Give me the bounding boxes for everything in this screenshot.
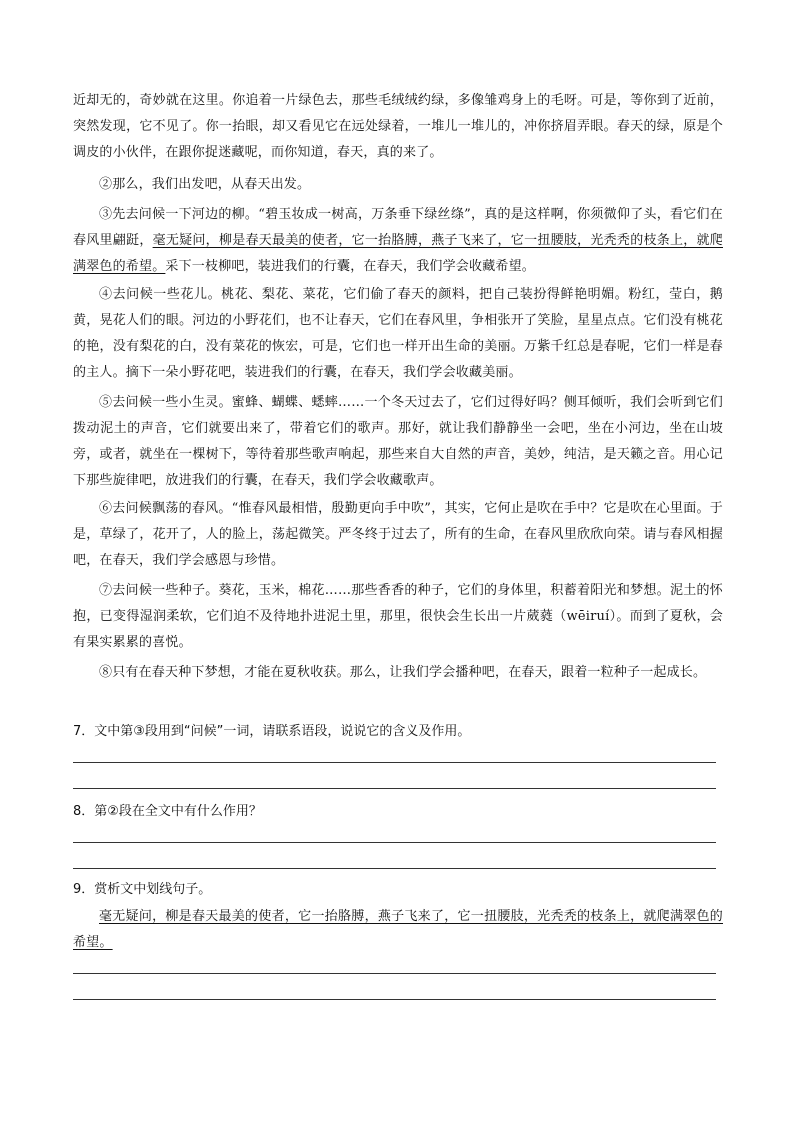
answer-line[interactable] — [73, 973, 716, 974]
paragraph-7: ⑦去问候一些种子。葵花，玉米，棉花……那些香香的种子，它们的身体里，积蓄着阳光和梦想。泥土的怀抱，已变得湿润柔软，它们迫不及待地扑进泥土里，那里，很快会生长出一片葳蕤（wēiruí）。而到了夏秋，会有果实累累的喜悦。 — [73, 583, 723, 650]
paragraph-3 — [73, 202, 723, 280]
answer-line[interactable] — [73, 788, 716, 789]
paragraph-3-before: ③先去问候一下河边的柳。“碧玉妆成一树高，万条垂下绿丝绦”，真的是这样啊，你须微仰了头，看它们在春风里翩跹， — [73, 207, 723, 248]
answer-line[interactable] — [73, 842, 716, 843]
underlined-sentence: 毫无疑问，柳是春天最美的使者，它一抬胳膊，燕子飞来了，它一扭腰肢，光秃秃的枝条上，就爬满翠色的希望。 — [73, 233, 723, 274]
answer-line[interactable] — [73, 762, 716, 763]
answer-line[interactable] — [73, 999, 716, 1000]
paragraph-4: ④去问候一些花儿。桃花、梨花、菜花，它们偷了春天的颜料，把自己装扮得鲜艳明媚。粉红，莹白，鹅黄，晃花人们的眼。河边的小野花们，也不让春天，它们在春风里，争相张开了笑脸，星星点点。它们没有桃花的艳，没有梨花的白，没有菜花的恢宏，可是，它们也一样开出生命的美丽。万紫千红总是春呢，它们一样是春的主人。摘下一朵小野花吧，装进我们的行囊，在春天，我们学会收藏美丽。 — [73, 287, 723, 380]
paragraph-6: ⑥去问候飘荡的春风。“惟春风最相惜，殷勤更向手中吹”，其实，它何止是吹在手中？它是吹在心里面。于是，草绿了，花开了，人的脸上，荡起微笑。严冬终于过去了，所有的生命，在春风里欣欣向荣。请与春风相握吧，在春天，我们学会感恩与珍惜。 — [73, 501, 723, 568]
paragraph-2: ②那么，我们出发吧，从春天出发。 — [99, 177, 311, 192]
question-9-sentence — [73, 904, 723, 956]
answer-line[interactable] — [73, 868, 716, 869]
question-8: 8．第②段在全文中有什么作用？ — [73, 804, 262, 819]
paragraph-3-after: 采下一枝柳吧，装进我们的行囊，在春天，我们学会收藏希望。 — [165, 259, 536, 274]
question-9: 9．赏析文中划线句子。 — [73, 882, 212, 897]
paragraph-5: ⑤去问候一些小生灵。蜜蜂、蝴蝶、蟋蟀……一个冬天过去了，它们过得好吗？侧耳倾听，我们会听到它们拨动泥土的声音，它们就要出来了，带着它们的歌声。那好，就让我们静静坐一会吧，坐在小河边，坐在山坡旁，或者，就坐在一棵树下，等待着那些歌声响起，那些来自大自然的声音，美妙，纯洁，是天籁之音。用心记下那些旋律吧，放进我们的行囊，在春天，我们学会收藏歌声。 — [73, 395, 723, 488]
paragraph-8: ⑧只有在春天种下梦想，才能在夏秋收获。那么，让我们学会播种吧，在春天，跟着一粒种子一起成长。 — [99, 665, 707, 680]
underlined-sentence: 毫无疑问，柳是春天最美的使者，它一抬胳膊，燕子飞来了，它一扭腰肢，光秃秃的枝条上，就爬满翠色的希望。 — [73, 909, 723, 950]
question-7: 7．文中第③段用到“问候”一词，请联系语段，说说它的含义及作用。 — [73, 724, 471, 739]
paragraph-continuation: 近却无的，奇妙就在这里。你追着一片绿色去，那些毛绒绒约绿，多像雏鸡身上的毛呀。可是，等你到了近前，突然发现，它不见了。你一抬眼，却又看见它在远处绿着，一堆儿一堆儿的，冲你挤眉弄眼。春天的绿，原是个调皮的小伙伴，在跟你捉迷藏呢，而你知道，春天，真的来了。 — [73, 93, 723, 160]
